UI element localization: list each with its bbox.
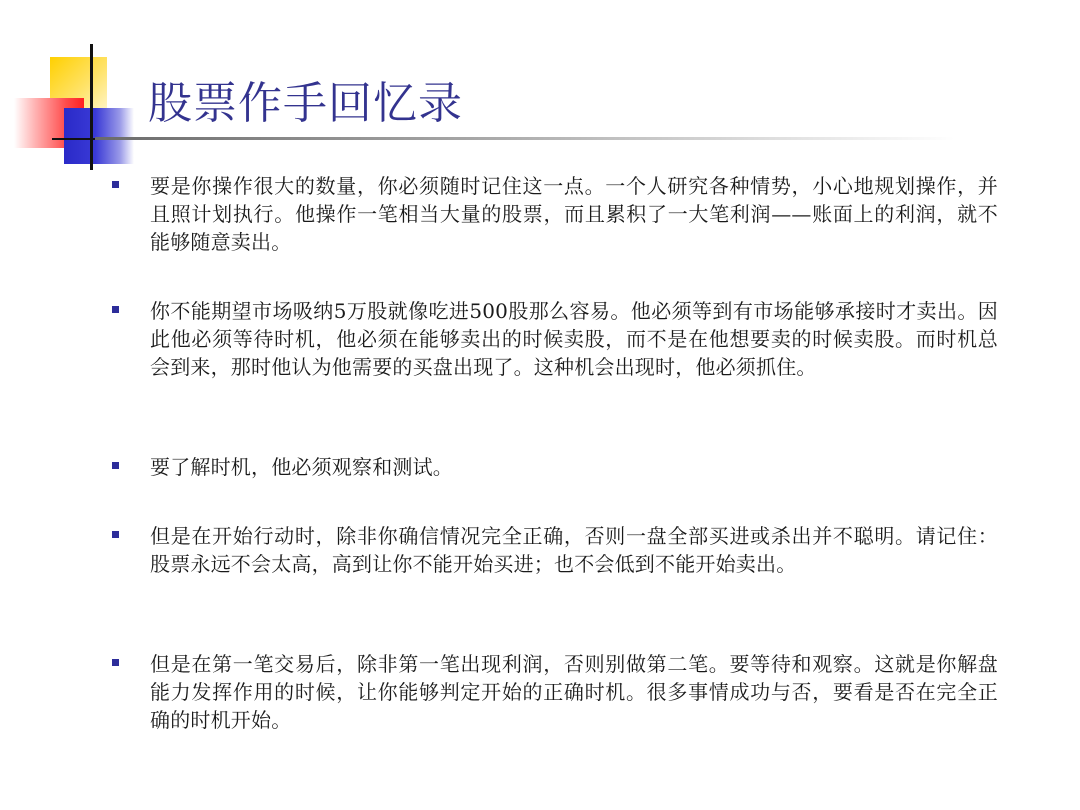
bullet-square-icon <box>112 462 119 469</box>
bullet-square-icon <box>112 181 119 188</box>
bullet-square-icon <box>112 531 119 538</box>
bullet-text: 你不能期望市场吸纳5万股就像吃进500股那么容易。他必须等到有市场能够承接时才卖出。因此他必须等待时机，他必须在能够卖出的时候卖股，而不是在他想要卖的时候卖股。而时机总会到来，那时他认为他需要的买盘出现了。这种机会出现时，他必须抓住。 <box>150 299 998 379</box>
bullet-text: 但是在开始行动时，除非你确信情况完全正确，否则一盘全部买进或杀出并不聪明。请记住：股票永远不会太高，高到让你不能开始买进；也不会低到不能开始卖出。 <box>150 524 998 576</box>
bullet-text: 要了解时机，他必须观察和测试。 <box>150 455 453 479</box>
bullet-square-icon <box>112 659 119 666</box>
slide-title: 股票作手回忆录 <box>148 78 463 129</box>
bullet-text: 但是在第一笔交易后，除非第一笔出现利润，否则别做第二笔。要等待和观察。这就是你解盘能力发挥作用的时候，让你能够判定开始的正确时机。很多事情成功与否，要看是否在完全正确的时机开始。 <box>150 652 998 732</box>
bullet-text: 要是你操作很大的数量，你必须随时记住这一点。一个人研究各种情势，小心地规划操作，并且照计划执行。他操作一笔相当大量的股票，而且累积了一大笔利润——账面上的利润，就不能够随意卖出。 <box>150 174 998 254</box>
bullet-square-icon <box>112 306 119 313</box>
